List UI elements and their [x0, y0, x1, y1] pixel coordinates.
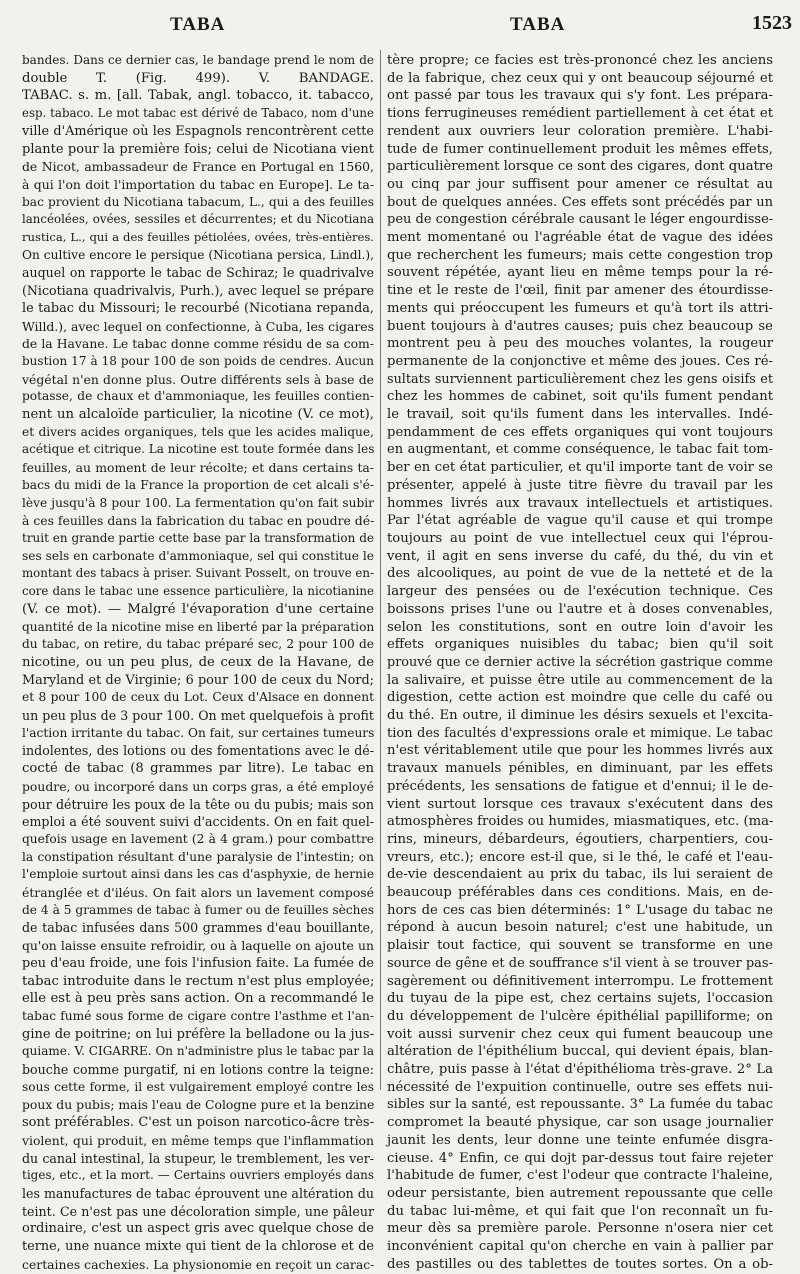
- text-line: vreurs, etc.); encore est-il que, si le thé, le café et l'eau-: [387, 849, 773, 865]
- text-line: vent, il agit en sens inverse du café, du thé, du vin et: [387, 548, 773, 564]
- text-line: l'action irritante du tabac. On fait, sur certaines tumeurs: [22, 725, 375, 740]
- text-line: du canal intestinal, la stupeur, le tremblement, les ver-: [22, 1150, 374, 1166]
- text-line: atmosphères froides ou humides, miasmatiques, etc. (ma-: [387, 814, 774, 830]
- text-line: montrent peu à peu des mouches volantes, la rougeur: [387, 336, 773, 352]
- text-line: altération de l'épithélium buccal, qui devient épais, blan-: [387, 1044, 773, 1060]
- text-line: digestion, cette action est moindre que celle du café ou: [387, 690, 773, 706]
- text-line: inconvénient capital qu'on cherche en vain à pallier par: [387, 1239, 773, 1255]
- text-line: selon les constitutions, sont en outre loin d'avoir les: [387, 619, 773, 635]
- text-line: de la fabrique, chez ceux qui y ont beaucoup séjourné et: [387, 70, 773, 86]
- text-line: chez les hommes de cabinet, soit qu'ils fument pendant: [387, 389, 773, 405]
- text-line: ses sels en carbonate d'ammoniaque, sel qui constitue le: [22, 548, 374, 563]
- text-line: tine et le reste de l'œil, finit par amener des étourdisse-: [387, 283, 773, 299]
- text-line: des alcooliques, au point de vue de la netteté et de la: [387, 566, 773, 582]
- text-line: buent toujours à d'autres causes; puis chez beaucoup se: [387, 318, 773, 334]
- running-head-left: TABA: [170, 14, 226, 35]
- text-line: du tabac, on retire, du tabac préparé sec, 2 pour 100 de: [22, 637, 374, 652]
- text-line: elle est à peu près sans action. On a recommandé le: [22, 991, 374, 1007]
- text-line: tère propre; ce facies est très-prononcé chez les anciens: [387, 53, 773, 68]
- text-line: particulièrement lorsque ce sont des cigares, dont quatre: [387, 159, 773, 175]
- text-line: feuilles, au moment de leur récolte; et dans certains ta-: [22, 460, 374, 476]
- text-line: nicotine, ou un peu plus, de ceux de la Havane, de: [22, 654, 374, 670]
- text-line: largeur des pensées ou de l'exécution technique. Ces: [387, 584, 773, 600]
- text-line: l'emploie surtout ainsi dans les cas d'asphyxie, de hernie: [22, 867, 375, 882]
- text-line: sont préférables. C'est un poison narcotico-âcre très-: [22, 1115, 374, 1131]
- text-line: l'habitude de fumer, c'est l'odeur que contracte l'haleine,: [387, 1168, 773, 1184]
- text-line: hommes livrés aux travaux intellectuels et artistiques.: [387, 495, 773, 511]
- text-line: plante pour la première fois; celui de Nicotiana vient: [22, 141, 374, 157]
- text-line: sous cette forme, il est vulgairement employé contre les: [22, 1079, 374, 1094]
- text-line: Maryland et de Virginie; 6 pour 100 de ceux du Nord;: [22, 672, 374, 688]
- text-line: ou cinq par jour suffisent pour amener ce résultat au: [387, 176, 773, 192]
- text-line: tiges, etc., et la mort. — Certains ouvriers employés dans: [22, 1168, 374, 1183]
- text-line: effets organiques nuisibles du tabac; bien qu'il soit: [387, 637, 773, 653]
- text-line: quefois usage en lavement (2 à 4 gram.) pour combattre: [22, 831, 374, 846]
- text-line: rins, mineurs, débardeurs, égoutiers, charpentiers, cou-: [387, 831, 773, 847]
- text-line: prouvé que ce dernier active la sécrétion gastrique comme: [387, 654, 773, 670]
- text-line: les manufactures de tabac éprouvent une altération du: [22, 1186, 374, 1201]
- text-line: toujours au point de vue intellectuel ceux qui l'éprou-: [387, 530, 773, 546]
- text-line: et divers acides organiques, tels que les acides malique,: [22, 424, 374, 439]
- text-line: poux du pubis; mais l'eau de Cologne pure et la benzine: [22, 1097, 375, 1113]
- text-line: cocté de tabac (8 grammes par litre). Le tabac en: [22, 761, 374, 777]
- text-line: de 4 à 5 grammes de tabac à fumer ou de feuilles sèches: [22, 902, 374, 917]
- text-line: en augmentant, et comme conséquence, le tabac fait tom-: [387, 442, 773, 458]
- text-line: du développement de l'ulcère épithélial papilliforme; on: [387, 1008, 773, 1024]
- text-line: bandes. Dans ce dernier cas, le bandage prend le nom de: [22, 53, 374, 67]
- text-line: présenter, appelé à juste titre fièvre du travail par les: [387, 477, 773, 493]
- text-line: On cultive encore le persique (Nicotiana persica, Lindl.),: [22, 247, 374, 262]
- text-line: pour détruire les poux de la tête ou du pubis; mais son: [22, 796, 374, 812]
- text-line: un peu plus de 3 pour 100. On met quelquefois à profit: [22, 708, 374, 724]
- text-line: étranglée et d'iléus. On fait alors un lavement composé: [22, 885, 374, 901]
- text-line: compromet la beauté physique, car son usage journalier: [387, 1115, 773, 1131]
- text-line: quiame. V. CIGARRE. On n'administre plus le tabac par la: [22, 1044, 374, 1059]
- text-line: et 8 pour 100 de ceux du Lot. Ceux d'Alsace en donnent: [22, 690, 374, 705]
- text-line: la constipation résultant d'une paralysie de l'intestin; on: [22, 849, 374, 864]
- text-line: ont passé par tous les travaux qui s'y font. Les prépara-: [387, 88, 773, 104]
- text-line: bouche comme purgatif, ni en lotions contre la teigne:: [22, 1062, 374, 1078]
- text-line: sagèrement ou définitivement interrompu. Le frottement: [387, 973, 773, 989]
- text-line: boissons prises l'une ou l'autre et à doses convenables,: [387, 601, 773, 617]
- text-line: cieuse. 4° Enfin, ce qui dojt par-dessus tout faire rejeter: [387, 1150, 773, 1166]
- text-line: permanente de la conjonctive et même des joues. Ces ré-: [387, 353, 773, 369]
- text-line: ments qui préoccupent les fumeurs et qu'à tort ils attri-: [387, 300, 773, 316]
- text-line: n'est véritablement utile que pour les hommes livrés aux: [387, 743, 773, 759]
- text-line: teint. Ce n'est pas une décoloration simple, une pâleur: [22, 1203, 374, 1219]
- text-line: lève jusqu'à 8 pour 100. La fermentation qu'on fait subir: [22, 495, 374, 510]
- text-line: nent un alcaloïde particulier, la nicotine (V. ce mot),: [22, 407, 374, 423]
- text-line: voit aussi survenir chez ceux qui fument beaucoup une: [387, 1026, 773, 1042]
- text-line: tabac fumé sous forme de cigare contre l'asthme et l'an-: [22, 1008, 374, 1023]
- text-line: ber en cet état particulier, et qu'il importe tant de voir se: [387, 460, 773, 476]
- text-line: beaucoup préférables dans ces conditions. Mais, en de-: [387, 885, 773, 901]
- text-line: répond à aucun besoin naturel; c'est une habitude, un: [387, 920, 773, 936]
- text-line: peu d'eau froide, une fois l'infusion faite. La fumée de: [22, 955, 374, 971]
- text-line: bustion 17 à 18 pour 100 de son poids de cendres. Aucun: [22, 353, 374, 368]
- text-line: pendamment de ces effets organiques qui vont toujours: [387, 424, 773, 440]
- text-line: TABAC. s. m. [all. Tabak, angl. tobacco, it. tabacco,: [22, 88, 374, 104]
- text-line: emploi a été souvent suivi d'accidents. On en fait quel-: [22, 814, 374, 830]
- text-line: Par l'état agréable de vague qu'il cause et qui trompe: [387, 513, 773, 529]
- text-line: végétal n'en donne plus. Outre différents sels à base de: [22, 371, 374, 387]
- text-line: core dans le tabac une essence particulière, la nicotianine: [22, 584, 374, 599]
- text-line: (V. ce mot). — Malgré l'évaporation d'une certaine: [22, 601, 374, 617]
- text-line: sibles sur la santé, est repoussante. 3° La fumée du tabac: [387, 1097, 773, 1113]
- text-line: de tabac infusées dans 500 grammes d'eau bouillante,: [22, 920, 374, 936]
- text-line: ordinaire, c'est un aspect gris avec quelque chose de: [22, 1221, 374, 1237]
- text-line: Willd.), avec lequel on confectionne, à Cuba, les cigares: [22, 318, 374, 334]
- text-line: châtre, puis passe à l'état d'épithélioma très-grave. 2° La: [387, 1062, 773, 1078]
- text-line: la salivaire, et puisse être utile au commencement de la: [387, 672, 773, 688]
- page-number: 1523: [752, 12, 792, 34]
- text-line: rendent aux ouvriers leur coloration première. L'habi-: [387, 123, 773, 139]
- text-line: précédents, les sensations de fatigue et d'ennui; il le de-: [387, 778, 773, 794]
- text-line: à ces feuilles dans la fabrication du tabac en poudre dé-: [22, 513, 375, 529]
- text-line: odeur persistante, bien autrement repoussante que celle: [387, 1186, 773, 1201]
- text-line: que recherchent les fumeurs; mais cette congestion trop: [387, 247, 773, 263]
- running-head-center: TABA: [510, 14, 566, 35]
- text-line: tude de fumer continuellement produit les mêmes effets,: [387, 141, 773, 157]
- text-line: nécessité de l'expuition continuelle, outre ses effets nui-: [387, 1079, 773, 1095]
- text-line: tion des facultés d'expressions orale et mimique. Le tabac: [387, 725, 773, 741]
- left-column: [22, 52, 375, 1272]
- text-line: (Nicotiana quadrivalvis, Purh.), avec lequel se prépare: [22, 283, 374, 299]
- text-line: ville d'Amérique où les Espagnols rencontrèrent cette: [22, 123, 374, 139]
- text-line: de Nicot, ambassadeur de France en Portugal en 1560,: [22, 159, 374, 175]
- text-line: esp. tabaco. Le mot tabac est dérivé de Tabaco, nom d'une: [22, 106, 374, 121]
- text-line: acétique et citrique. La nicotine est toute formée dans les: [22, 442, 375, 457]
- text-line: bacs du midi de la France la proportion de cet alcali s'é-: [22, 477, 374, 492]
- text-line: montant des tabacs à priser. Suivant Posselt, on trouve en-: [22, 566, 374, 581]
- text-line: rustica, L., qui a des feuilles pétiolées, ovées, très-entières.: [22, 230, 374, 245]
- text-line: plaisir tout factice, qui souvent se transforme en une: [387, 938, 773, 954]
- text-line: quantité de la nicotine mise en liberté par la préparation: [22, 619, 375, 634]
- text-line: le travail, soit qu'ils fument dans les intervalles. Indé-: [387, 407, 773, 423]
- text-line: tions ferrugineuses remédient partiellement à cet état et: [387, 106, 773, 122]
- text-line: certaines cachexies. La physionomie en reçoit un carac-: [22, 1256, 375, 1272]
- text-line: bac provient du Nicotiana tabacum, L., qui a des feuilles: [22, 194, 374, 209]
- text-line: hors de ces cas bien déterminés: 1° L'usage du tabac ne: [387, 902, 773, 918]
- text-line: terne, une nuance mixte qui tient de la chlorose et de: [22, 1239, 374, 1255]
- text-line: truit en grande partie cette base par la transformation de: [22, 530, 374, 545]
- text-line: qu'on laisse ensuite refroidir, ou à laquelle on ajoute un: [22, 938, 374, 954]
- text-line: sultats surviennent particulièrement chez les gens oisifs et: [387, 371, 773, 387]
- text-line: de la Havane. Le tabac donne comme résidu de sa com-: [22, 336, 374, 352]
- text-line: violent, qui produit, en même temps que l'inflammation: [22, 1132, 374, 1148]
- text-line: jaunit les dents, leur donne une teinte enfumée disgra-: [387, 1132, 773, 1148]
- right-column: [387, 52, 774, 1272]
- text-line: meur dès sa première parole. Personne n'osera nier cet: [387, 1221, 773, 1237]
- text-line: le tabac du Missouri; le recourbé (Nicotiana repanda,: [22, 300, 374, 316]
- text-line: à qui l'on doit l'importation du tabac en Europe]. Le ta-: [22, 176, 374, 192]
- text-line: travaux manuels pénibles, en diminuant, par les effets: [387, 761, 773, 777]
- text-line: vient surtout lorsque ces travaux s'exécutent dans des: [387, 796, 773, 812]
- column-divider: [380, 50, 381, 1090]
- text-line: souvent répétée, ayant lieu en même temps pour la ré-: [387, 265, 773, 281]
- text-line: gine de poitrine; on lui préfère la belladone ou la jus-: [22, 1026, 374, 1042]
- text-line: lancéolées, ovées, sessiles et décurrentes; et du Nicotiana: [22, 212, 374, 227]
- text-line: de-vie descendaient au prix du tabac, ils lui seraient de: [387, 867, 773, 883]
- text-line: source de gêne et de souffrance s'il vient à se trouver pas-: [387, 955, 773, 971]
- text-line: du thé. En outre, il diminue les désirs sexuels et l'excita-: [387, 708, 773, 724]
- text-line: double T. (Fig. 499). V. BANDAGE.: [22, 70, 374, 86]
- text-line: poudre, ou incorporé dans un corps gras, a été employé: [22, 778, 374, 794]
- text-line: peu de congestion cérébrale causant le léger engourdisse-: [387, 212, 774, 228]
- text-line: tabac introduite dans le rectum n'est plus employée;: [22, 973, 375, 989]
- text-line: des pastilles ou des tablettes de toutes sortes. On a ob-: [387, 1256, 773, 1272]
- text-line: indolentes, des lotions ou des fomentations avec le dé-: [22, 743, 374, 759]
- text-line: ment momentané ou l'agréable état de vague des idées: [387, 230, 773, 246]
- text-line: du tabac lui-même, et qui fait que l'on reconnaît un fu-: [387, 1203, 773, 1219]
- text-line: du tuyau de la pipe est, chez certains sujets, l'occasion: [387, 991, 773, 1007]
- text-line: auquel on rapporte le tabac de Schiraz; le quadrivalve: [22, 265, 374, 281]
- text-line: potasse, de chaux et d'ammoniaque, les feuilles contien-: [22, 389, 374, 404]
- text-line: bout de quelques années. Ces effets sont précédés par un: [387, 194, 773, 210]
